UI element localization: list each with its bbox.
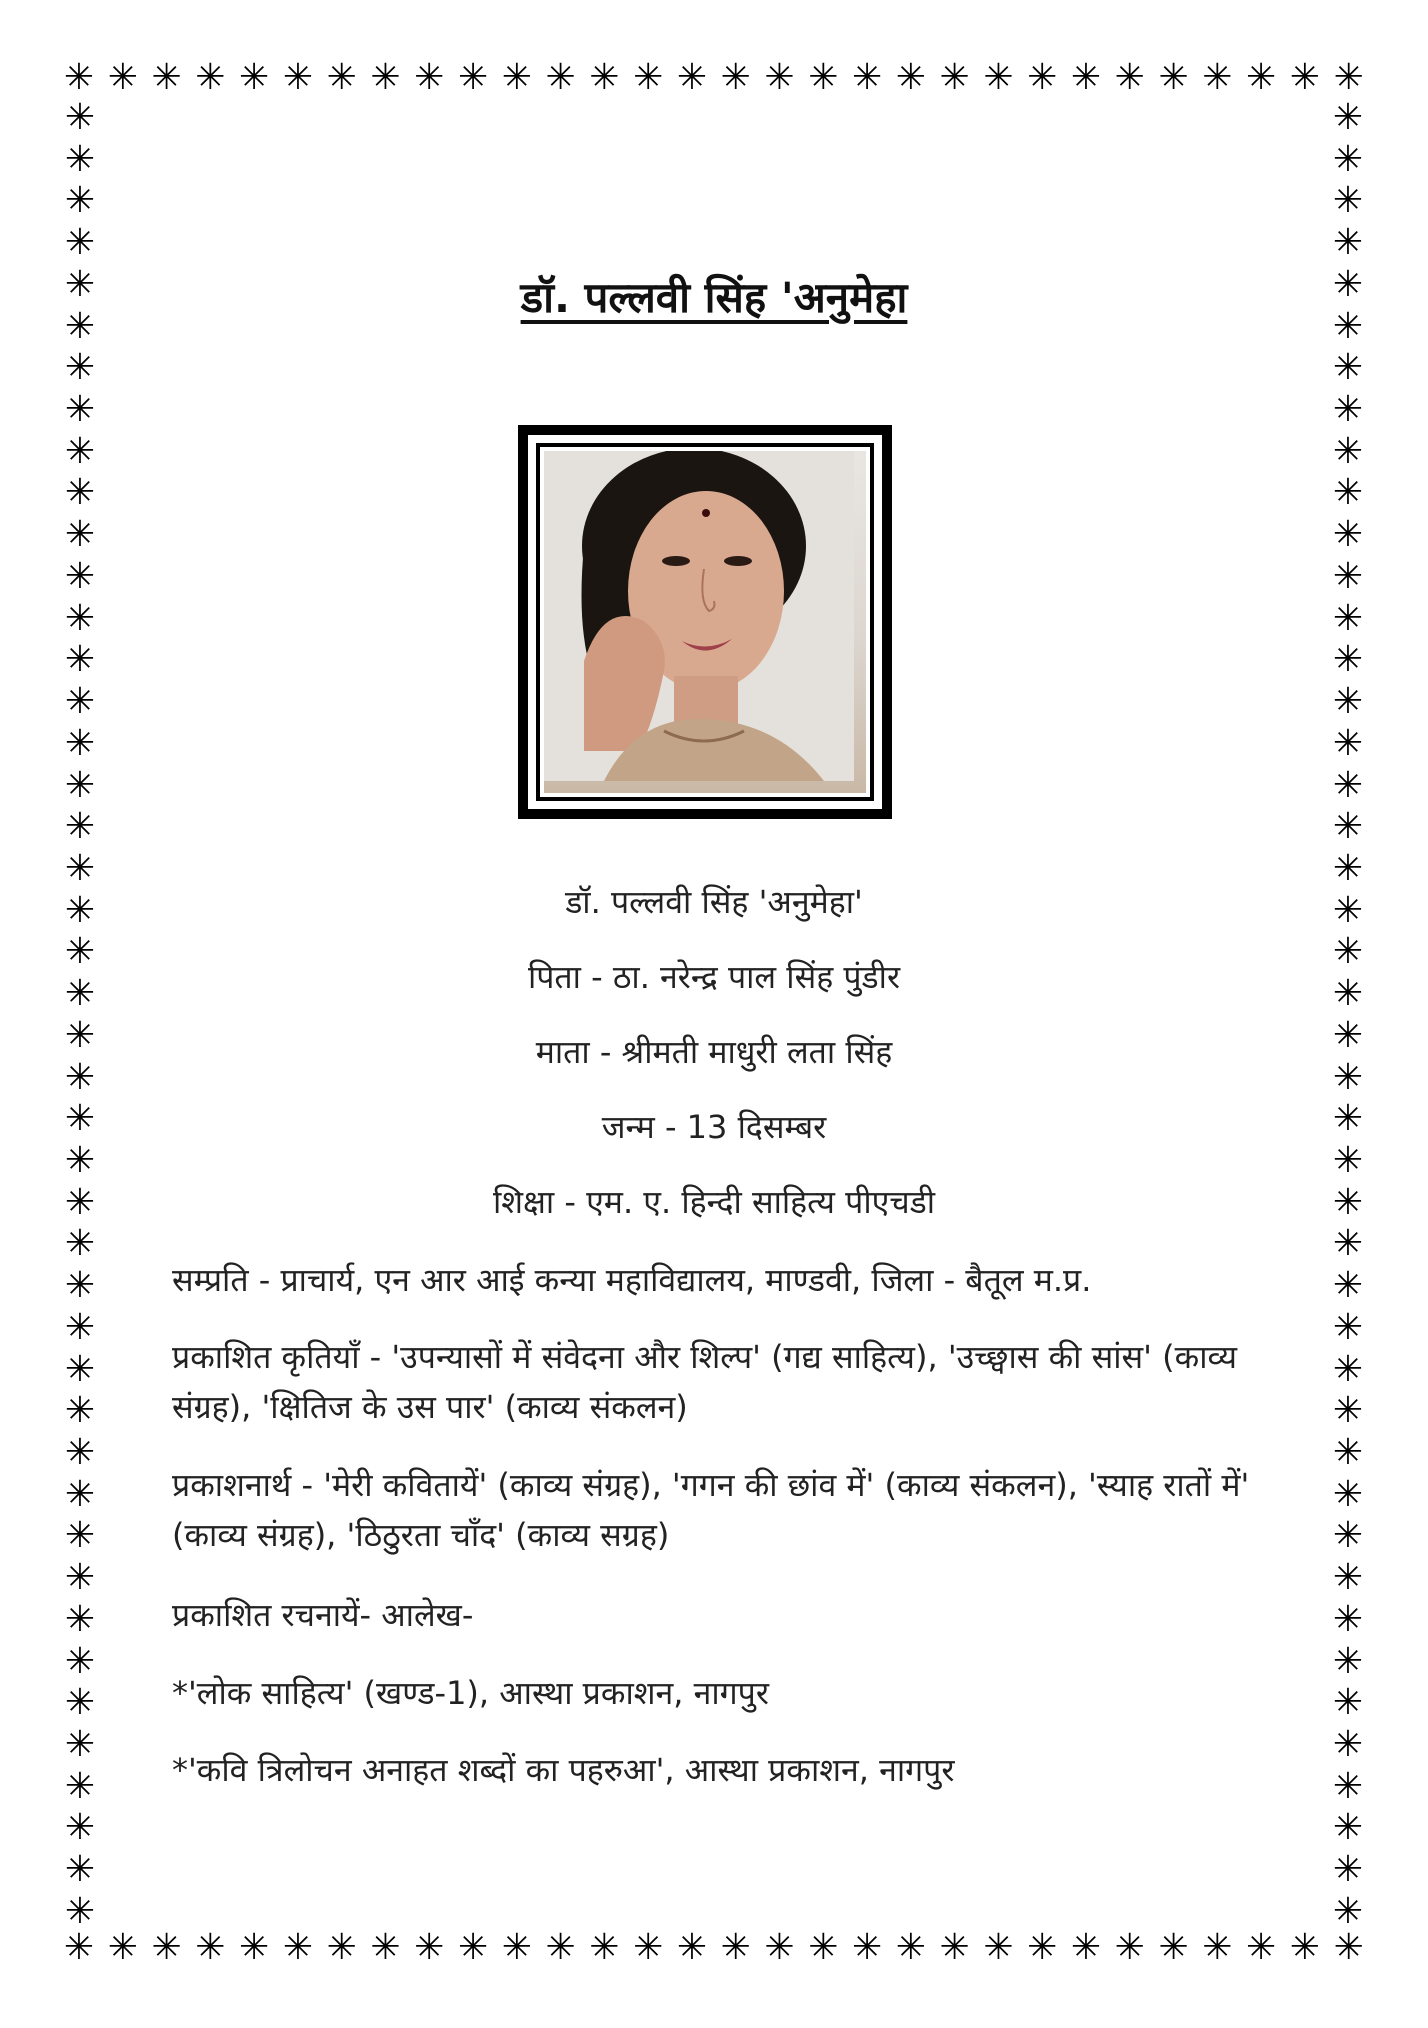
border-star-icon: ✳ — [1332, 1181, 1364, 1223]
border-star-icon: ✳ — [64, 1348, 96, 1390]
border-star-icon: ✳ — [1332, 889, 1364, 931]
border-star-icon: ✳ — [1332, 514, 1364, 556]
border-star-icon: ✳ — [501, 1927, 532, 1968]
border-star-icon: ✳ — [501, 57, 532, 98]
border-star-icon: ✳ — [676, 57, 708, 98]
border-star-icon: ✳ — [282, 57, 313, 98]
border-star-icon: ✳ — [1332, 931, 1364, 973]
border-star-icon: ✳ — [1332, 1598, 1364, 1640]
border-right — [1328, 97, 1368, 1932]
photo-frame — [518, 425, 892, 819]
border-star-icon: ✳ — [939, 57, 970, 98]
border-star-icon: ✳ — [1332, 97, 1364, 138]
border-star-icon: ✳ — [64, 1807, 96, 1849]
border-star-icon: ✳ — [1027, 57, 1058, 98]
border-star-icon: ✳ — [1070, 1927, 1102, 1968]
border-top — [60, 58, 1368, 98]
border-star-icon: ✳ — [326, 57, 357, 98]
border-star-icon: ✳ — [195, 1927, 226, 1968]
border-star-icon: ✳ — [851, 57, 883, 98]
border-star-icon: ✳ — [764, 1927, 795, 1968]
border-star-icon: ✳ — [414, 57, 445, 98]
border-star-icon: ✳ — [63, 1927, 95, 1968]
border-star-icon: ✳ — [1158, 57, 1189, 98]
border-star-icon: ✳ — [64, 681, 96, 723]
border-star-icon: ✳ — [808, 1927, 839, 1968]
published-works-paragraph: प्रकाशित कृतियाँ - 'उपन्यासों में संवेदना और शिल्प' (गद्य साहित्य), 'उच्छ्वास की सांस' (काव्य संग्रह), 'क्षितिज के उस पार' (काव्य संकलन) — [172, 1338, 1237, 1426]
writing-item-2: *'कवि त्रिलोचन अनाहत शब्दों का पहरुआ', आस्था प्रकाशन, नागपुर — [172, 1751, 955, 1789]
border-star-icon: ✳ — [64, 389, 96, 431]
border-star-icon: ✳ — [64, 222, 96, 264]
border-star-icon: ✳ — [720, 57, 751, 98]
border-left — [60, 97, 100, 1932]
border-star-icon: ✳ — [64, 1724, 96, 1766]
border-star-icon: ✳ — [1332, 1432, 1364, 1473]
border-star-icon: ✳ — [414, 1927, 445, 1968]
border-star-icon: ✳ — [633, 57, 664, 98]
border-star-icon: ✳ — [1289, 1927, 1320, 1968]
border-star-icon: ✳ — [64, 305, 96, 347]
border-star-icon: ✳ — [370, 1927, 401, 1968]
border-star-icon: ✳ — [64, 1849, 96, 1891]
border-star-icon: ✳ — [1332, 138, 1364, 180]
border-star-icon: ✳ — [1289, 57, 1320, 98]
border-star-icon: ✳ — [64, 1306, 96, 1348]
border-star-icon: ✳ — [1333, 1927, 1364, 1968]
border-star-icon: ✳ — [63, 57, 95, 98]
border-star-icon: ✳ — [1332, 722, 1364, 764]
border-star-icon: ✳ — [1332, 180, 1364, 222]
border-star-icon: ✳ — [64, 1390, 96, 1432]
border-star-icon: ✳ — [895, 57, 926, 98]
border-star-icon: ✳ — [1158, 1927, 1189, 1968]
border-star-icon: ✳ — [1332, 1640, 1364, 1682]
border-star-icon: ✳ — [720, 1927, 751, 1968]
border-star-icon: ✳ — [1332, 847, 1364, 889]
border-star-icon: ✳ — [457, 57, 489, 98]
border-star-icon: ✳ — [64, 1223, 96, 1265]
father-line: पिता - ठा. नरेन्द्र पाल सिंह पुंडीर — [527, 958, 901, 996]
border-bottom — [60, 1928, 1368, 1968]
author-name: डॉ. पल्लवी सिंह 'अनुमेहा' — [565, 883, 863, 921]
border-star-icon: ✳ — [1333, 57, 1364, 98]
border-star-icon: ✳ — [64, 430, 96, 472]
border-star-icon: ✳ — [1202, 57, 1233, 98]
border-star-icon: ✳ — [1332, 1890, 1364, 1932]
border-star-icon: ✳ — [64, 889, 96, 931]
border-star-icon: ✳ — [1332, 1724, 1364, 1766]
border-star-icon: ✳ — [545, 57, 576, 98]
border-star-icon: ✳ — [1332, 681, 1364, 723]
border-star-icon: ✳ — [983, 1927, 1014, 1968]
border-star-icon: ✳ — [1332, 1056, 1364, 1098]
border-star-icon: ✳ — [64, 1473, 96, 1515]
border-star-icon: ✳ — [326, 1927, 357, 1968]
border-star-icon: ✳ — [851, 1927, 883, 1968]
border-star-icon: ✳ — [1114, 1927, 1145, 1968]
border-star-icon: ✳ — [1332, 1139, 1364, 1181]
border-star-icon: ✳ — [1332, 639, 1364, 681]
border-star-icon: ✳ — [983, 57, 1014, 98]
border-star-icon: ✳ — [1332, 806, 1364, 848]
border-star-icon: ✳ — [1332, 430, 1364, 472]
border-star-icon: ✳ — [1332, 1557, 1364, 1599]
border-star-icon: ✳ — [589, 1927, 620, 1968]
birth-line: जन्म - 13 दिसम्बर — [601, 1108, 827, 1146]
border-star-icon: ✳ — [64, 1098, 96, 1140]
border-star-icon: ✳ — [64, 1014, 96, 1056]
border-star-icon: ✳ — [64, 97, 96, 138]
border-star-icon: ✳ — [1332, 1765, 1364, 1807]
forthcoming-paragraph: प्रकाशनार्थ - 'मेरी कवितायें' (काव्य संग्रह), 'गगन की छांव में' (काव्य संकलन), 'स्याह रातों में' (काव्य संग्रह), 'ठिठुरता चाँद' (काव्य सग्रह) — [172, 1466, 1250, 1554]
border-star-icon: ✳ — [1332, 389, 1364, 431]
border-star-icon: ✳ — [545, 1927, 576, 1968]
border-star-icon: ✳ — [64, 347, 96, 389]
border-star-icon: ✳ — [1332, 1515, 1364, 1557]
border-star-icon: ✳ — [633, 1927, 664, 1968]
border-star-icon: ✳ — [64, 1682, 96, 1724]
border-star-icon: ✳ — [1332, 1265, 1364, 1307]
border-star-icon: ✳ — [64, 472, 96, 514]
border-star-icon: ✳ — [1332, 1014, 1364, 1056]
border-star-icon: ✳ — [1332, 1390, 1364, 1432]
border-star-icon: ✳ — [64, 1265, 96, 1307]
border-star-icon: ✳ — [64, 973, 96, 1015]
border-star-icon: ✳ — [764, 57, 795, 98]
border-star-icon: ✳ — [1332, 1682, 1364, 1724]
border-star-icon: ✳ — [1332, 222, 1364, 264]
border-star-icon: ✳ — [1246, 57, 1277, 98]
border-star-icon: ✳ — [64, 138, 96, 180]
border-star-icon: ✳ — [1332, 1098, 1364, 1140]
border-star-icon: ✳ — [64, 1181, 96, 1223]
border-star-icon: ✳ — [64, 1557, 96, 1599]
border-star-icon: ✳ — [64, 1515, 96, 1557]
border-star-icon: ✳ — [1114, 57, 1145, 98]
border-star-icon: ✳ — [64, 764, 96, 806]
border-star-icon: ✳ — [1027, 1927, 1058, 1968]
border-star-icon: ✳ — [939, 1927, 970, 1968]
border-star-icon: ✳ — [808, 57, 839, 98]
border-star-icon: ✳ — [64, 1640, 96, 1682]
border-star-icon: ✳ — [1332, 973, 1364, 1015]
border-star-icon: ✳ — [64, 1432, 96, 1473]
writing-item-1: *'लोक साहित्य' (खण्ड-1), आस्था प्रकाशन, नागपुर — [172, 1674, 769, 1712]
border-star-icon: ✳ — [64, 263, 96, 305]
border-star-icon: ✳ — [239, 57, 270, 98]
border-star-icon: ✳ — [195, 57, 226, 98]
border-star-icon: ✳ — [107, 57, 138, 98]
border-star-icon: ✳ — [64, 847, 96, 889]
border-star-icon: ✳ — [64, 1139, 96, 1181]
published-writings-heading: प्रकाशित रचनायें- आलेख- — [172, 1596, 474, 1634]
border-star-icon: ✳ — [895, 1927, 926, 1968]
border-star-icon: ✳ — [1246, 1927, 1277, 1968]
border-star-icon: ✳ — [64, 555, 96, 597]
border-star-icon: ✳ — [1332, 1807, 1364, 1849]
border-star-icon: ✳ — [282, 1927, 313, 1968]
border-star-icon: ✳ — [1070, 57, 1102, 98]
border-star-icon: ✳ — [239, 1927, 270, 1968]
border-star-icon: ✳ — [151, 57, 182, 98]
border-star-icon: ✳ — [1332, 305, 1364, 347]
border-star-icon: ✳ — [64, 639, 96, 681]
border-star-icon: ✳ — [64, 1765, 96, 1807]
border-star-icon: ✳ — [1332, 472, 1364, 514]
border-star-icon: ✳ — [1332, 1306, 1364, 1348]
border-star-icon: ✳ — [1332, 1348, 1364, 1390]
border-star-icon: ✳ — [64, 1056, 96, 1098]
border-star-icon: ✳ — [64, 514, 96, 556]
border-star-icon: ✳ — [64, 806, 96, 848]
border-star-icon: ✳ — [1332, 1849, 1364, 1891]
border-star-icon: ✳ — [1202, 1927, 1233, 1968]
border-star-icon: ✳ — [370, 57, 401, 98]
border-star-icon: ✳ — [64, 722, 96, 764]
border-star-icon: ✳ — [64, 597, 96, 639]
border-star-icon: ✳ — [676, 1927, 708, 1968]
border-star-icon: ✳ — [1332, 347, 1364, 389]
border-star-icon: ✳ — [1332, 1223, 1364, 1265]
current-role-paragraph: सम्प्रति - प्राचार्य, एन आर आई कन्या महाविद्यालय, माण्डवी, जिला - बैतूल म.प्र. — [172, 1261, 1092, 1299]
page-title: डॉ. पल्लवी सिंह 'अनुमेहा — [520, 273, 908, 322]
border-star-icon: ✳ — [1332, 597, 1364, 639]
border-star-icon: ✳ — [64, 931, 96, 973]
portrait-illustration — [544, 451, 854, 781]
border-star-icon: ✳ — [1332, 1473, 1364, 1515]
border-star-icon: ✳ — [151, 1927, 182, 1968]
border-star-icon: ✳ — [64, 1890, 96, 1932]
border-star-icon: ✳ — [107, 1927, 138, 1968]
border-star-icon: ✳ — [1332, 263, 1364, 305]
border-star-icon: ✳ — [64, 180, 96, 222]
border-star-icon: ✳ — [589, 57, 620, 98]
border-star-icon: ✳ — [457, 1927, 489, 1968]
border-star-icon: ✳ — [1332, 764, 1364, 806]
mother-line: माता - श्रीमती माधुरी लता सिंह — [535, 1033, 893, 1071]
education-line: शिक्षा - एम. ए. हिन्दी साहित्य पीएचडी — [492, 1183, 936, 1221]
border-star-icon: ✳ — [64, 1598, 96, 1640]
portrait-photo — [544, 451, 866, 793]
border-star-icon: ✳ — [1332, 555, 1364, 597]
